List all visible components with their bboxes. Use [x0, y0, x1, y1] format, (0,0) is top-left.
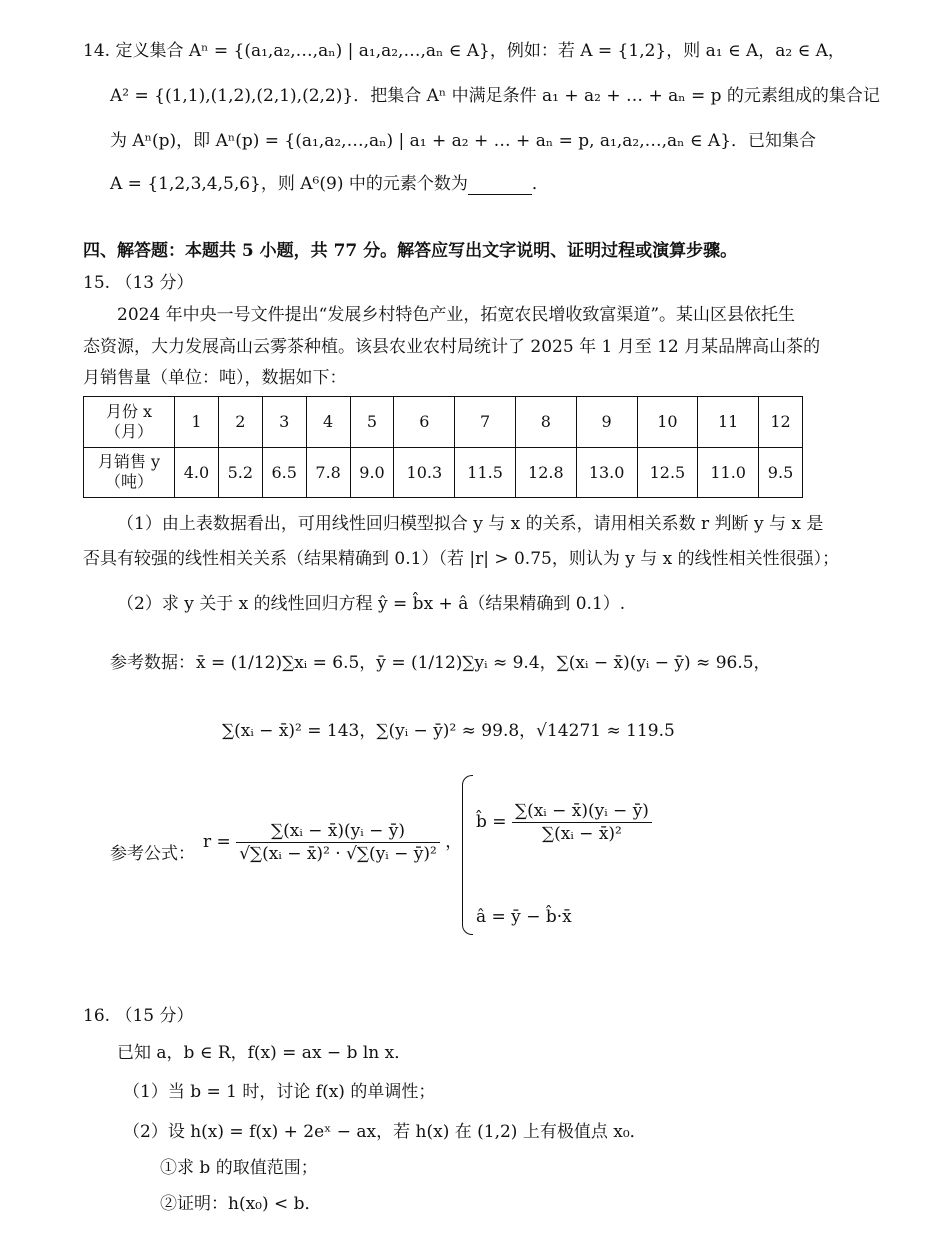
r-lhs: r =: [203, 832, 231, 853]
table-cell: 7.8: [306, 447, 350, 498]
table-cell: 4: [306, 397, 350, 448]
q15-header: 15. （13 分）: [83, 273, 194, 293]
table-cell: 11: [698, 397, 759, 448]
table-cell: 6.5: [262, 447, 306, 498]
b-lhs: b̂ =: [476, 812, 507, 833]
table-cell: 5.2: [218, 447, 262, 498]
b-fraction: [512, 800, 652, 845]
table-cell: 9: [576, 397, 637, 448]
r-fraction: [236, 820, 440, 865]
table-cell: 12.8: [515, 447, 576, 498]
q14-line-4: [110, 173, 549, 195]
table-cell: 9.5: [759, 447, 803, 498]
q16-sub1: ①求 b 的取值范围；: [160, 1158, 318, 1178]
q14-line-1: 14. 定义集合 Aⁿ = {(a₁,a₂,…,aₙ) | a₁,a₂,…,aₙ ∈ A}，例如：若 A = {1,2}，则 a₁ ∈ A，a₂ ∈ A，: [83, 41, 845, 61]
row-header-month: 月份 x （月）: [84, 397, 175, 448]
sales-table: [83, 396, 803, 498]
q14-line-4-end: ．: [531, 174, 549, 194]
q16-part1: （1）当 b = 1 时，讨论 f(x) 的单调性；: [123, 1082, 436, 1102]
q16-header: 16. （15 分）: [83, 1006, 194, 1026]
table-cell: 8: [515, 397, 576, 448]
formula-comma: ，: [445, 832, 463, 853]
q15-part1-a: （1）由上表数据看出，可用线性回归模型拟合 y 与 x 的关系，请用相关系数 r 判断 y 与 x 是: [117, 514, 824, 534]
reference-data-1: x̄ = (1/12)∑xᵢ = 6.5，ȳ = (1/12)∑yᵢ ≈ 9.4，∑(xᵢ − x̄)(yᵢ − ȳ) ≈ 96.5，: [196, 653, 771, 673]
q15-intro-2: 态资源，大力发展高山云雾茶种植。该县农业农村局统计了 2025 年 1 月至 12 月某品牌高山茶的: [83, 337, 821, 357]
table-row-sales: [84, 447, 803, 498]
reference-data-label: 参考数据：: [110, 653, 195, 673]
table-cell: 2: [218, 397, 262, 448]
table-cell: 13.0: [576, 447, 637, 498]
table-cell: 12.5: [637, 447, 698, 498]
r-formula: [203, 820, 462, 865]
r-denominator: √∑(xᵢ − x̄)² · √∑(yᵢ − ȳ)²: [239, 844, 437, 865]
q16-part2: （2）设 h(x) = f(x) + 2eˣ − ax，若 h(x) 在 (1,2) 上有极值点 x₀．: [123, 1122, 647, 1142]
q15-part2: （2）求 y 关于 x 的线性回归方程 ŷ = b̂x + â（结果精确到 0.1）.: [117, 594, 626, 614]
r-numerator: ∑(xᵢ − x̄)(yᵢ − ȳ): [236, 820, 440, 843]
section-heading: 四、解答题：本题共 5 小题，共 77 分。解答应写出文字说明、证明过程或演算步骤。: [83, 241, 738, 261]
q15-intro-3: 月销售量（单位：吨），数据如下：: [83, 368, 347, 388]
q16-sub2: ②证明：h(x₀) < b．: [160, 1194, 322, 1214]
q14-line-2: A² = {(1,1),(1,2),(2,1),(2,2)}．把集合 Aⁿ 中满足条件 a₁ + a₂ + … + aₙ = p 的元素组成的集合记: [110, 86, 880, 106]
table-row-month: [84, 397, 803, 448]
table-cell: 10: [637, 397, 698, 448]
table-cell: 11.5: [455, 447, 516, 498]
b-formula: [476, 800, 652, 845]
row-header-sales: 月销售 y （吨）: [84, 447, 175, 498]
b-numerator: ∑(xᵢ − x̄)(yᵢ − ȳ): [512, 800, 652, 823]
q15-intro-1: 2024 年中央一号文件提出“发展乡村特色产业，拓宽农民增收致富渠道”。某山区县依托生: [117, 305, 796, 325]
q14-line-4-text: A = {1,2,3,4,5,6}，则 A⁶(9) 中的元素个数为: [110, 174, 468, 194]
reference-data-2: ∑(xᵢ − x̄)² = 143，∑(yᵢ − ȳ)² ≈ 99.8，√14271 ≈ 119.5: [222, 721, 675, 741]
table-cell: 12: [759, 397, 803, 448]
q14-line-3: 为 Aⁿ(p)，即 Aⁿ(p) = {(a₁,a₂,…,aₙ) | a₁ + a₂ + … + aₙ = p, a₁,a₂,…,aₙ ∈ A}．已知集合: [110, 131, 817, 151]
table-cell: 6: [394, 397, 455, 448]
table-cell: 3: [262, 397, 306, 448]
table-cell: 5: [350, 397, 394, 448]
table-cell: 11.0: [698, 447, 759, 498]
a-formula: â = ȳ − b̂·x̄: [476, 907, 572, 927]
answer-blank: [468, 176, 532, 195]
table-cell: 7: [455, 397, 516, 448]
system-brace: [462, 775, 473, 935]
table-cell: 10.3: [394, 447, 455, 498]
reference-formula-label: 参考公式：: [110, 844, 195, 864]
b-denominator: ∑(xᵢ − x̄)²: [542, 824, 622, 845]
q16-given: 已知 a，b ∈ R，f(x) = ax − b ln x．: [117, 1043, 412, 1063]
table-cell: 1: [175, 397, 219, 448]
q15-part1-b: 否具有较强的线性相关关系（结果精确到 0.1）（若 |r| > 0.75，则认为 y 与 x 的线性相关性很强）；: [83, 549, 840, 569]
table-cell: 4.0: [175, 447, 219, 498]
table-cell: 9.0: [350, 447, 394, 498]
